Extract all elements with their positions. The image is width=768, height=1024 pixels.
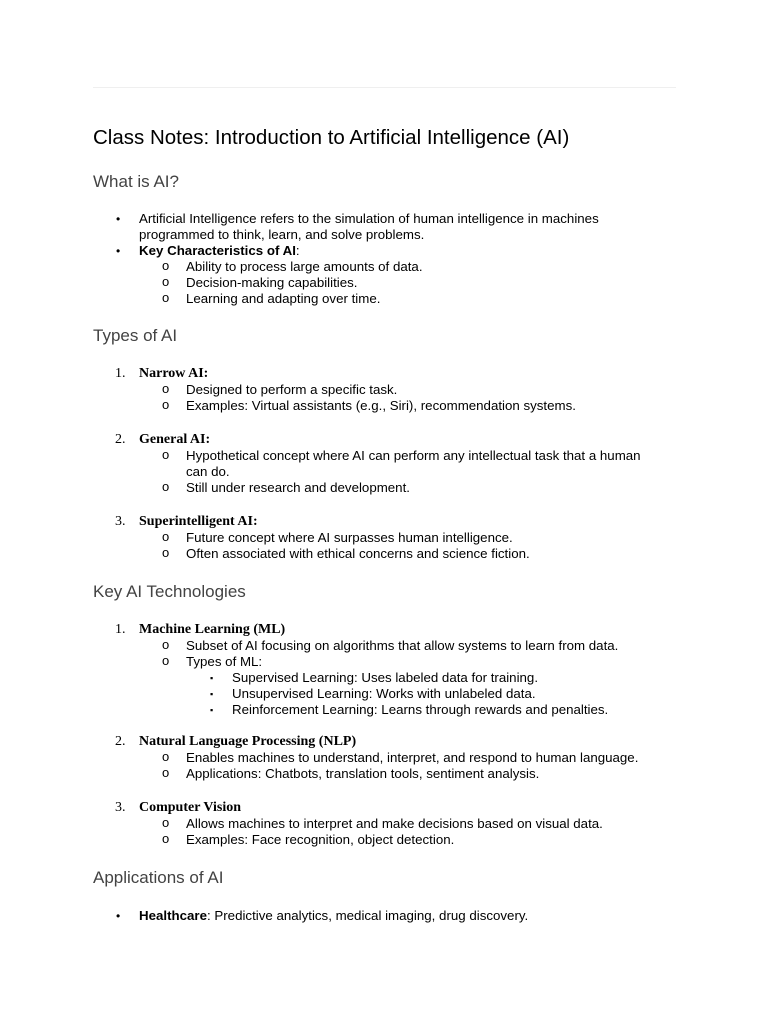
circle-bullet-icon: o [162, 381, 170, 396]
circle-bullet-icon: o [162, 397, 170, 412]
numbered-item-header [0, 366, 768, 382]
page-title: Class Notes: Introduction to Artificial Intelligence (AI) [93, 126, 570, 149]
applications-list [0, 908, 768, 924]
item-label: Narrow AI: [139, 366, 209, 381]
sub-list-item-text: Examples: Face recognition, object detection. [186, 832, 455, 847]
machine-learning-item [0, 622, 768, 718]
what-is-ai-list [0, 211, 768, 307]
sub-sub-list-item [0, 702, 768, 718]
circle-bullet-icon: o [162, 529, 170, 544]
sub-list-item [0, 654, 768, 670]
section-heading-what-is-ai: What is AI? [93, 172, 179, 191]
healthcare-text: : Predictive analytics, medical imaging, drug discovery. [207, 908, 529, 923]
item-number: 1. [115, 366, 126, 381]
circle-bullet-icon: o [162, 765, 170, 780]
sub-list-item [0, 638, 768, 654]
computer-vision-item [0, 800, 768, 848]
item-label: Computer Vision [139, 800, 242, 815]
list-item-text: Artificial Intelligence refers to the simulation of human intelligence in machines [139, 211, 599, 226]
item-number: 2. [115, 432, 126, 447]
sub-list-item [0, 291, 768, 307]
section-heading-key-ai-technologies: Key AI Technologies [93, 582, 246, 601]
sub-list-item-text: Applications: Chatbots, translation tools, sentiment analysis. [186, 766, 540, 781]
sub-list-item-text: Often associated with ethical concerns and science fiction. [186, 546, 530, 561]
item-label: Superintelligent AI: [139, 514, 258, 529]
sub-list-item-continuation [0, 464, 768, 480]
numbered-item-header [0, 514, 768, 530]
sub-list-item-text: Examples: Virtual assistants (e.g., Siri), recommendation systems. [186, 398, 576, 413]
sub-list-item-text: Decision-making capabilities. [186, 275, 358, 290]
circle-bullet-icon: o [162, 447, 170, 462]
sub-list-item [0, 398, 768, 414]
sub-list-item [0, 832, 768, 848]
circle-bullet-icon: o [162, 831, 170, 846]
list-item-text [139, 243, 300, 259]
item-label: General AI: [139, 432, 211, 447]
sub-sub-list-item-text: Unsupervised Learning: Works with unlabeled data. [232, 686, 536, 701]
section-heading-types-of-ai: Types of AI [93, 326, 178, 345]
sub-list-item [0, 546, 768, 562]
item-number: 1. [115, 622, 126, 637]
square-bullet-icon: ▪ [210, 689, 214, 699]
sub-sub-list-item-text: Reinforcement Learning: Learns through rewards and penalties. [232, 702, 609, 717]
sub-list-item [0, 766, 768, 782]
bullet-icon: • [116, 244, 121, 258]
item-number: 3. [115, 800, 126, 815]
sub-list-item [0, 480, 768, 496]
sub-list-item [0, 259, 768, 275]
sub-list-item-text: Ability to process large amounts of data. [186, 259, 423, 274]
circle-bullet-icon: o [162, 653, 170, 668]
sub-list-item [0, 530, 768, 546]
narrow-ai-item [0, 366, 768, 414]
square-bullet-icon: ▪ [210, 705, 214, 715]
list-item [0, 243, 768, 259]
list-item [0, 908, 768, 924]
general-ai-item [0, 432, 768, 496]
circle-bullet-icon: o [162, 637, 170, 652]
list-item [0, 211, 768, 227]
sub-list-item-text: Enables machines to understand, interpret, and respond to human language. [186, 750, 639, 765]
numbered-item-header [0, 800, 768, 816]
section-heading-applications-of-ai: Applications of AI [93, 868, 224, 887]
sub-sub-list-item [0, 686, 768, 702]
sub-list-item [0, 750, 768, 766]
sub-list-item-text: can do. [186, 464, 230, 479]
circle-bullet-icon: o [162, 815, 170, 830]
sub-list-item-text: Allows machines to interpret and make decisions based on visual data. [186, 816, 603, 831]
circle-bullet-icon: o [162, 479, 170, 494]
item-number: 3. [115, 514, 126, 529]
characteristics-colon: : [295, 243, 300, 258]
numbered-item-header [0, 734, 768, 750]
sub-list-item [0, 275, 768, 291]
sub-list-item-text: Designed to perform a specific task. [186, 382, 398, 397]
item-number: 2. [115, 734, 126, 749]
bullet-icon: • [116, 212, 121, 226]
sub-list-item-text: Learning and adapting over time. [186, 291, 381, 306]
square-bullet-icon: ▪ [210, 673, 214, 683]
circle-bullet-icon: o [162, 258, 170, 273]
list-item-text [139, 908, 528, 924]
bullet-icon: • [116, 909, 121, 923]
sub-list-item-text: Types of ML: [186, 654, 263, 669]
sub-list-item [0, 448, 768, 464]
sub-list-item-text: Hypothetical concept where AI can perform any intellectual task that a human [186, 448, 641, 463]
nlp-item [0, 734, 768, 782]
circle-bullet-icon: o [162, 290, 170, 305]
circle-bullet-icon: o [162, 545, 170, 560]
sub-sub-list-item [0, 670, 768, 686]
healthcare-label: Healthcare [139, 908, 207, 923]
sub-sub-list-item-text: Supervised Learning: Uses labeled data for training. [232, 670, 539, 685]
characteristics-label: Key Characteristics of AI [139, 243, 296, 258]
item-label: Natural Language Processing (NLP) [139, 734, 357, 749]
top-divider [93, 87, 676, 88]
superintelligent-ai-item [0, 514, 768, 562]
list-item-text: programmed to think, learn, and solve problems. [139, 227, 425, 242]
sub-list-item-text: Still under research and development. [186, 480, 410, 495]
circle-bullet-icon: o [162, 274, 170, 289]
list-item-continuation [0, 227, 768, 243]
circle-bullet-icon: o [162, 749, 170, 764]
sub-list-item-text: Future concept where AI surpasses human intelligence. [186, 530, 513, 545]
numbered-item-header [0, 622, 768, 638]
sub-list-item-text: Subset of AI focusing on algorithms that allow systems to learn from data. [186, 638, 619, 653]
numbered-item-header [0, 432, 768, 448]
sub-list-item [0, 816, 768, 832]
sub-list-item [0, 382, 768, 398]
item-label: Machine Learning (ML) [139, 622, 286, 637]
